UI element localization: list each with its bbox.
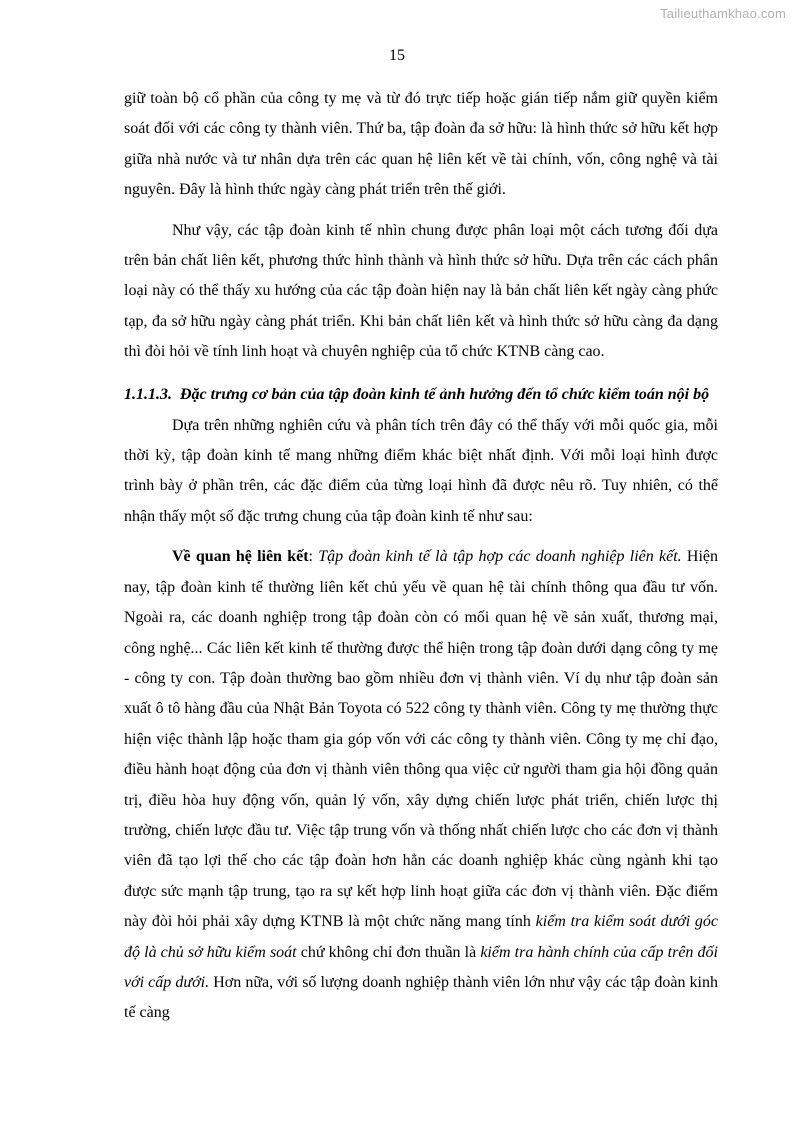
paragraph-ownership-types: giữ toàn bộ cổ phần của công ty mẹ và từ đó trực tiếp hoặc gián tiếp nắm giữ quyền kiểm soát đối với các công ty thành viên. Thứ ba, tập đoàn đa sở hữu: là hình thức sở hữu kết hợp giữa nhà nước và tư nhân dựa trên các quan hệ liên kết về tài chính, vốn, công nghệ và tài nguyên. Đây là hình thức ngày càng phát triển trên thế giới.: [124, 90, 718, 199]
section-heading: [124, 382, 718, 407]
paragraph-common-characteristics: Dựa trên những nghiên cứu và phân tích trên đây có thể thấy với mỗi quốc gia, mỗi thời kỳ, tập đoàn kinh tế mang những điểm khác biệt nhất định. Với mỗi loại hình được trình bày ở phần trên, các đặc điểm của từng loại hình đã được nêu rõ. Tuy nhiên, có thể nhận thấy một số đặc trưng chung của tập đoàn kinh tế như sau:: [124, 416, 718, 525]
paragraph-body-text: Hiện nay, tập đoàn kinh tế thường liên kết chủ yếu về quan hệ tài chính thông qua đầu tư vốn. Ngoài ra, các doanh nghiệp trong tập đoàn còn có mối quan hệ về sản xuất, thương mại, công nghệ... Các liên kết kinh tế thường được thể hiện trong tập đoàn dưới dạng công ty mẹ - công ty con. Tập đoàn thường bao gồm nhiều đơn vị thành viên. Ví dụ như tập đoàn sản xuất ô tô hàng đầu của Nhật Bản Toyota có 522 công ty thành viên. Công ty mẹ thường thực hiện việc thành lập hoặc tham gia góp vốn với các công ty thành viên. Công ty mẹ chỉ đạo, điều hành hoạt động của đơn vị thành viên thông qua việc cử người tham gia hội đồng quản trị, điều hòa huy động vốn, quản lý vốn, xây dựng chiến lược phát triển, chiến lược thị trường, chiến lược đầu tư. Việc tập trung vốn và thống nhất chiến lược cho các đơn vị thành viên đã tạo lợi thế cho các tập đoàn hơn hẳn các doanh nghiệp khác cùng ngành khi tạo được sức mạnh tập trung, tạo ra sự kết hợp linh hoạt giữa các đơn vị thành viên. Đặc điểm này đòi hỏi phải xây dựng KTNB là một chức năng mang tính: [124, 548, 718, 931]
section-heading-number: 1.1.1.3.: [124, 385, 172, 403]
paragraph-classification-summary: Như vậy, các tập đoàn kinh tế nhìn chung được phân loại một cách tương đối dựa trên bản chất liên kết, phương thức hình thành và hình thức sở hữu. Dựa trên các cách phân loại này có thể thấy xu hướng của các tập đoàn hiện nay là bản chất liên kết ngày càng phức tạp, đa sở hữu ngày càng phát triển. Khi bản chất liên kết và hình thức sở hữu càng đa dạng thì đòi hỏi về tính linh hoạt và chuyên nghiệp của tổ chức KTNB càng cao.: [124, 221, 718, 361]
page-number: 15: [389, 47, 405, 64]
section-heading-text: Đặc trưng cơ bản của tập đoàn kinh tế ảnh hưởng đến tổ chức kiểm toán nội bộ: [180, 385, 710, 403]
paragraph-mid-text: chứ không chỉ đơn thuần là: [296, 943, 481, 961]
paragraph-italic-phrase-2: kiểm tra hành chính của cấp trên đối với cấp dưới.: [124, 943, 718, 991]
paragraph-tail-text: Hơn nữa, với số lượng doanh nghiệp thành viên lớn như vậy các tập đoàn kinh tế càng: [124, 973, 718, 1022]
paragraph-linkage-relations: [124, 542, 718, 1029]
watermark: Tailieuthamkhao.com: [660, 6, 786, 21]
paragraph-italic-phrase-1: kiểm tra kiểm soát dưới góc độ là chủ sở hữu kiểm soát: [124, 913, 719, 961]
paragraph-lead-bold: Về quan hệ liên kết: [172, 548, 309, 566]
paragraph-lead-italic: Tập đoàn kinh tế là tập hợp các doanh nghiệp liên kết.: [318, 548, 682, 566]
document-body: [124, 84, 718, 1029]
paragraph-lead-colon: :: [308, 548, 319, 566]
